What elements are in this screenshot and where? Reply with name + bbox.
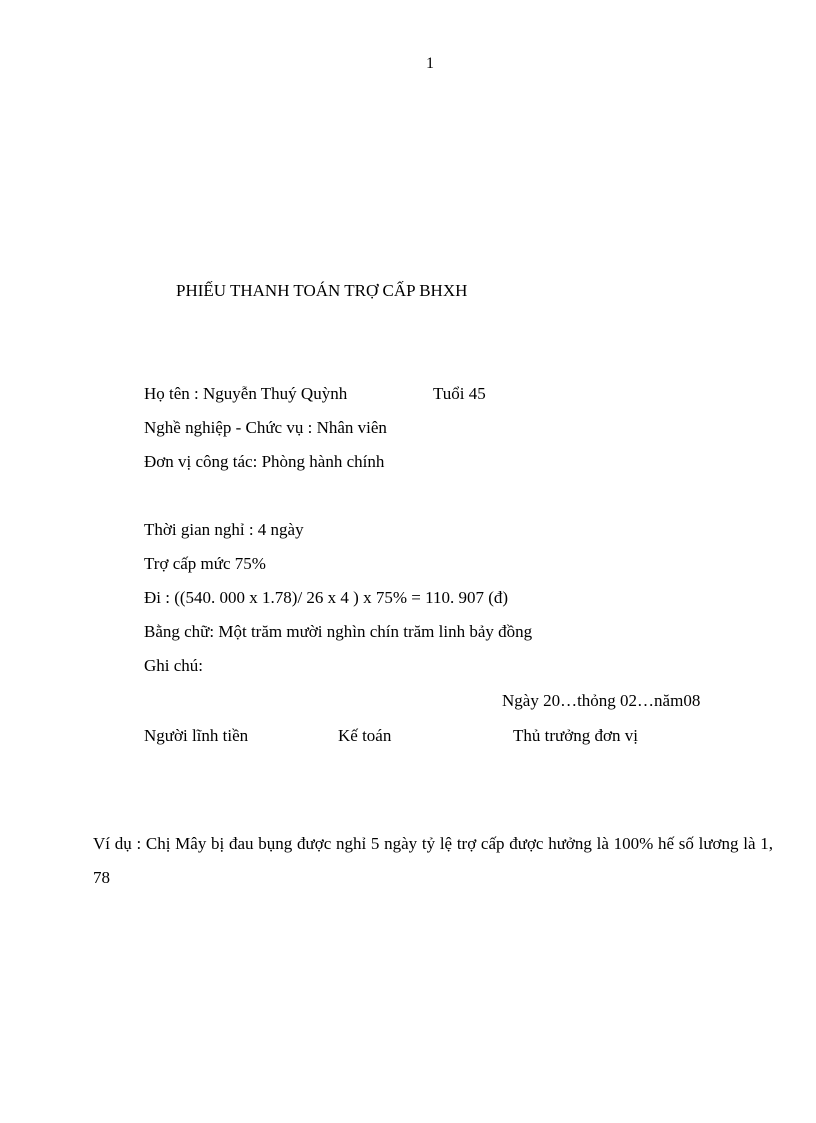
example-paragraph: Ví dụ : Chị Mây bị đau bụng được nghỉ 5 ngày tỷ lệ trợ cấp được hưởng là 100% hế số lương là 1, 78	[93, 834, 773, 887]
name-field: Họ tên : Nguyễn Thuý Quỳnh	[144, 384, 348, 403]
leave-time-field: Thời gian nghỉ : 4 ngày	[144, 520, 304, 539]
occupation-field: Nghề nghiệp - Chức vụ : Nhân viên	[144, 418, 387, 437]
date-line: Ngày 20…thỏng 02…năm08	[502, 691, 701, 710]
allowance-rate-field: Trợ cấp mức 75%	[144, 554, 266, 573]
signature-unit-head: Thủ trưởng đơn vị	[513, 726, 638, 745]
amount-in-words: Bằng chữ: Một trăm mười nghìn chín trăm linh bảy đồng	[144, 622, 533, 641]
signature-accountant: Kế toán	[338, 726, 392, 745]
note-label: Ghi chú:	[144, 656, 204, 675]
age-field: Tuổi 45	[433, 384, 486, 403]
calculation-line: Đi : ((540. 000 x 1.78)/ 26 x 4 ) x 75% = 110. 907 (đ)	[144, 588, 509, 607]
form-title: PHIẾU THANH TOÁN TRỢ CẤP BHXH	[176, 281, 468, 300]
work-unit-field: Đơn vị công tác: Phòng hành chính	[144, 452, 385, 471]
page-number: 1	[426, 55, 434, 72]
signature-receiver: Người lĩnh tiền	[144, 726, 249, 745]
